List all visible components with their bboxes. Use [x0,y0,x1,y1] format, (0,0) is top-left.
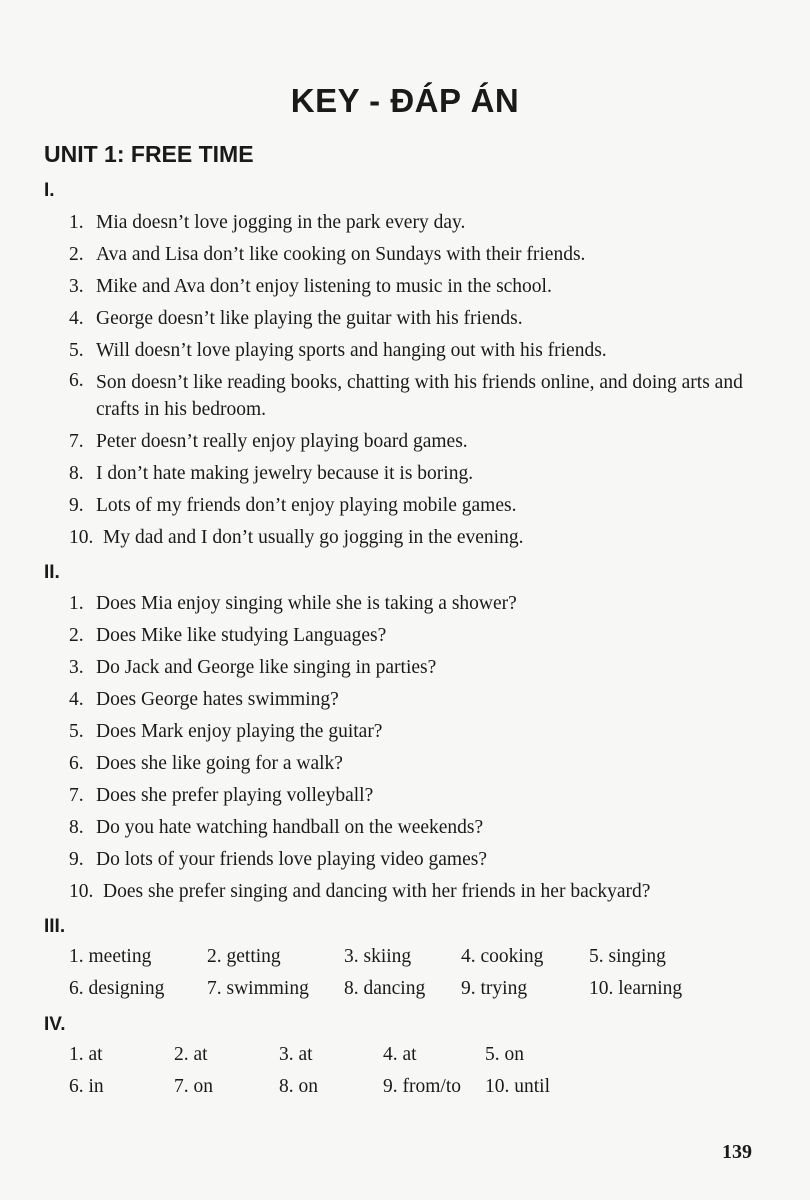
list-item [0,239,756,271]
list-item [0,780,756,812]
section-ii-list [0,588,756,908]
item-number: 6. [69,753,84,774]
item-text: Do Jack and George like singing in parties? [96,657,437,678]
item-text: Does Mike like studying Languages? [96,625,387,646]
section-label-iii: III. [44,916,66,937]
item-number: 3. [69,657,84,678]
list-item [0,716,756,748]
list-item [0,367,756,426]
answer-cell: 7. swimming [207,978,309,999]
page-number: 139 [722,1141,752,1163]
item-text: Does Mia enjoy singing while she is taking a shower? [96,593,517,614]
item-text: Do you hate watching handball on the weekends? [96,817,484,838]
list-item [0,207,756,239]
list-item [0,303,756,335]
answer-cell: 1. meeting [69,946,152,967]
item-text: Do lots of your friends love playing video games? [96,849,487,870]
answer-cell: 5. on [485,1044,524,1065]
item-number: 10. [69,881,94,902]
list-item [0,426,756,458]
item-number: 1. [69,212,84,233]
answer-cell: 2. getting [207,946,281,967]
answer-cell: 6. designing [69,978,165,999]
list-item [0,522,756,554]
item-text: George doesn’t like playing the guitar with his friends. [96,308,523,329]
item-number: 5. [69,721,84,742]
list-item [0,748,756,780]
answer-cell: 9. trying [461,978,528,999]
item-text: Mia doesn’t love jogging in the park every day. [96,212,466,233]
item-text: Will doesn’t love playing sports and hanging out with his friends. [96,340,607,361]
list-item [0,335,756,367]
answer-cell: 3. skiing [344,946,412,967]
item-number: 9. [69,495,84,516]
answer-cell: 2. at [174,1044,208,1065]
section-label-iv: IV. [44,1014,66,1035]
item-number: 4. [69,308,84,329]
section-label-ii: II. [44,562,60,583]
answer-cell: 5. singing [589,946,666,967]
item-text: Does George hates swimming? [96,689,339,710]
answer-cell: 10. until [485,1076,551,1097]
item-text: Ava and Lisa don’t like cooking on Sundays with their friends. [96,244,586,265]
item-text: Lots of my friends don’t enjoy playing mobile games. [96,495,517,516]
list-item [0,684,756,716]
item-text: My dad and I don’t usually go jogging in the evening. [103,527,524,548]
item-text: Peter doesn’t really enjoy playing board games. [96,431,468,452]
item-text: Mike and Ava don’t enjoy listening to music in the school. [96,276,552,297]
page-title: KEY - ĐÁP ÁN [290,82,520,119]
answer-cell: 8. dancing [344,978,426,999]
list-item [0,620,756,652]
item-number: 7. [69,431,84,452]
item-number: 7. [69,785,84,806]
answer-cell: 1. at [69,1044,103,1065]
item-number: 6. [69,370,84,391]
answer-cell: 4. cooking [461,946,544,967]
item-number: 9. [69,849,84,870]
item-number: 2. [69,244,84,265]
list-item [0,652,756,684]
list-item [0,490,756,522]
list-item [0,271,756,303]
answer-cell: 4. at [383,1044,417,1065]
item-number: 5. [69,340,84,361]
item-number: 1. [69,593,84,614]
item-number: 8. [69,817,84,838]
list-item [0,876,756,908]
item-text: Son doesn’t like reading books, chatting with his friends online, and doing arts and crafts in his bedroom. [96,372,743,420]
unit-heading: UNIT 1: FREE TIME [44,141,254,167]
item-text: Does Mark enjoy playing the guitar? [96,721,383,742]
item-number: 8. [69,463,84,484]
section-label-i: I. [44,180,55,201]
list-item [0,458,756,490]
answer-cell: 8. on [279,1076,318,1097]
item-number: 3. [69,276,84,297]
answer-cell: 9. from/to [383,1076,461,1097]
answer-cell: 6. in [69,1076,104,1097]
item-number: 10. [69,527,94,548]
list-item [0,844,756,876]
item-text: Does she prefer singing and dancing with her friends in her backyard? [103,881,651,902]
list-item [0,588,756,620]
item-text: Does she like going for a walk? [96,753,343,774]
item-text: I don’t hate making jewelry because it is boring. [96,463,474,484]
answer-cell: 10. learning [589,978,683,999]
answer-cell: 7. on [174,1076,213,1097]
answer-cell: 3. at [279,1044,313,1065]
item-number: 2. [69,625,84,646]
item-number: 4. [69,689,84,710]
list-item [0,812,756,844]
section-i-list [0,207,756,554]
item-text: Does she prefer playing volleyball? [96,785,374,806]
